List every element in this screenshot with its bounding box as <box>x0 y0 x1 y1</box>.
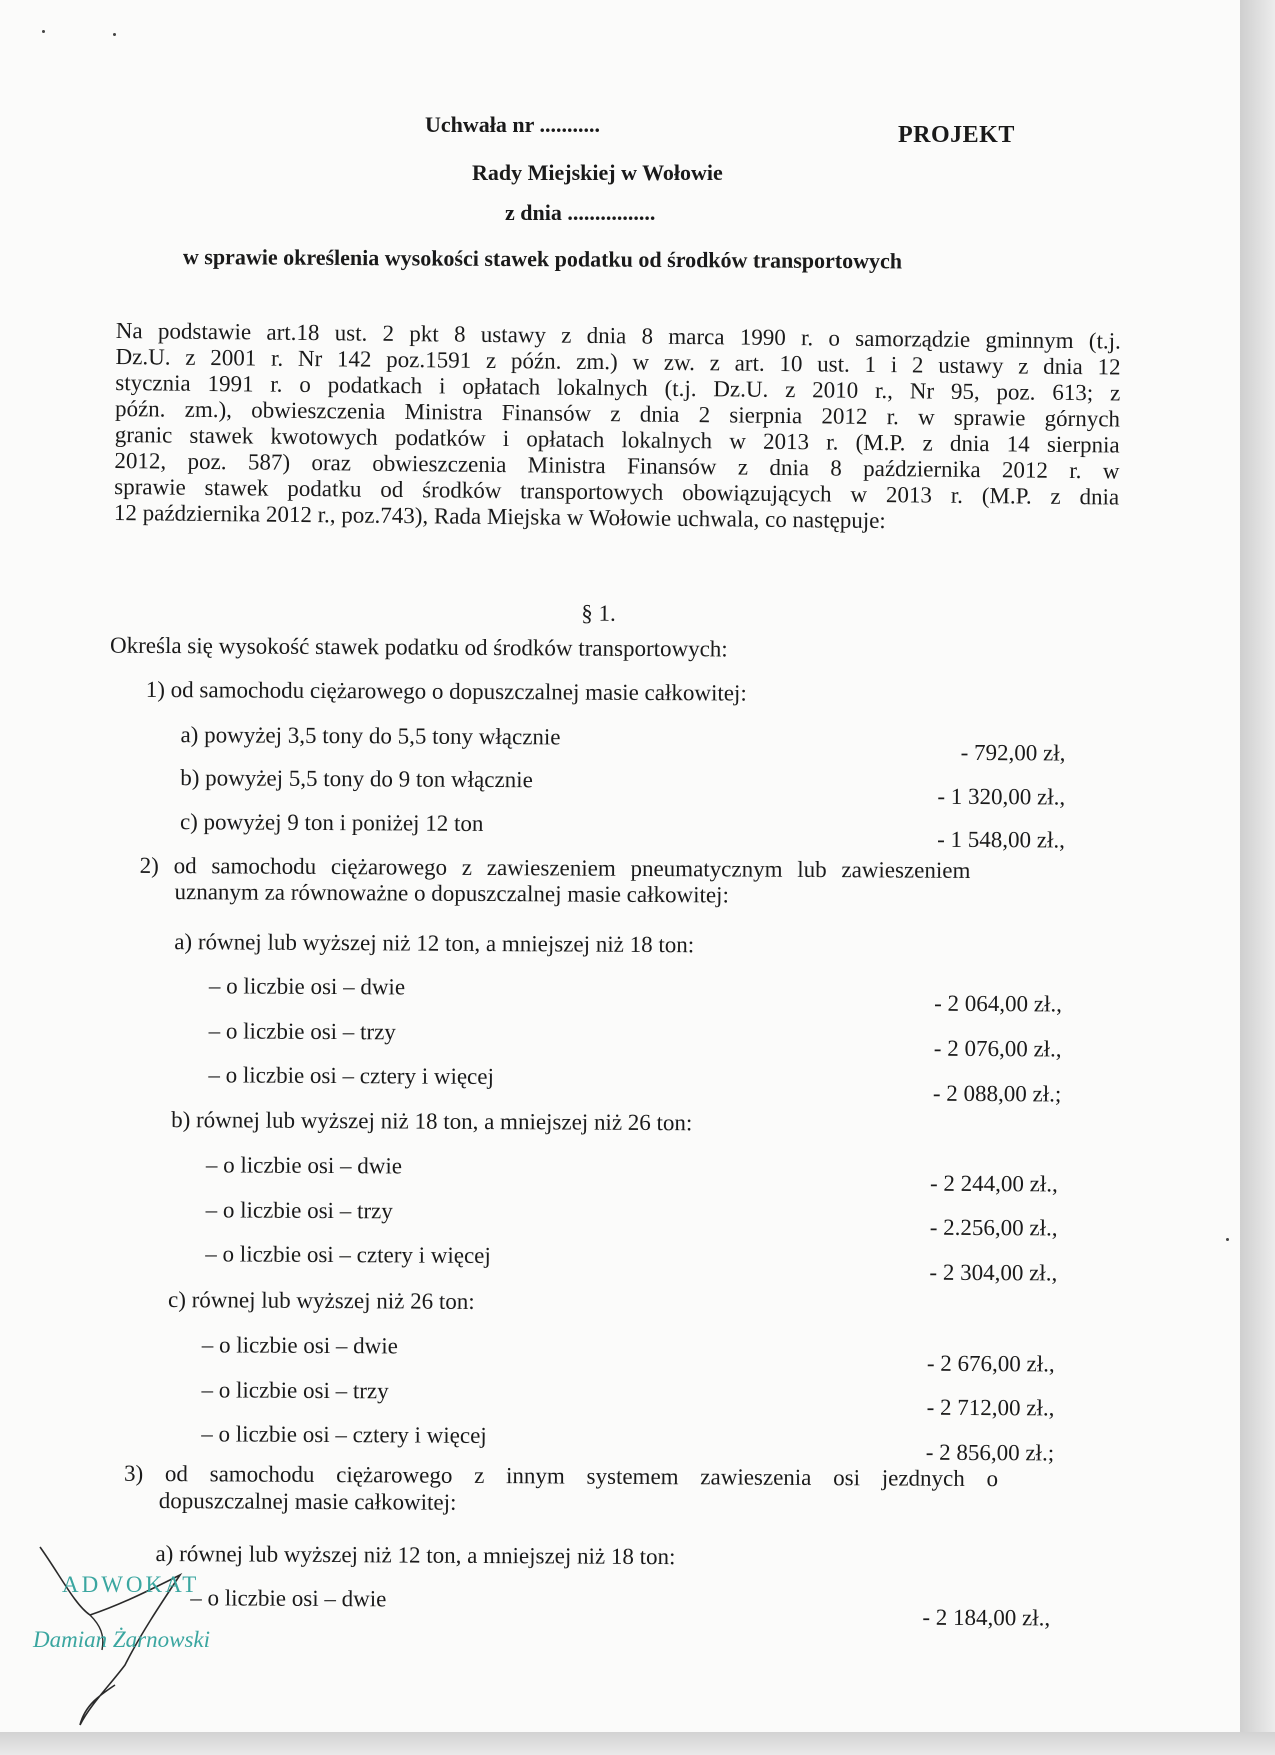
project-label: PROJEKT <box>898 122 1015 148</box>
item-2-label-line1: 2) od samochodu ciężarowego z zawieszeniem pneumatycznym lub zawieszeniem <box>139 852 971 883</box>
item-2b-row2-amount: - 2.256,00 zł., <box>929 1214 1058 1241</box>
item-2a-row1-amount: - 2 064,00 zł., <box>934 990 1062 1017</box>
item-2b-row3-text: – o liczbie osi – cztery i więcej <box>205 1241 491 1269</box>
item-2c-row1-text: – o liczbie osi – dwie <box>201 1332 398 1359</box>
item-2c-row3-amount: - 2 856,00 zł.; <box>925 1439 1055 1466</box>
item-2b-label: b) równej lub wyższej niż 18 ton, a mniejszej niż 26 ton: <box>171 1107 693 1136</box>
item-3a-row1-amount: - 2 184,00 zł., <box>922 1604 1051 1631</box>
paragraph-line: sprawie stawek podatku od środków transportowych obowiązujących w 2013 r. (M.P. z dnia <box>114 473 1120 510</box>
item-1-label: 1) od samochodu ciężarowego o dopuszczalnej masie całkowitej: <box>145 676 747 706</box>
item-2a-label: a) równej lub wyższej niż 12 ton, a mniejszej niż 18 ton: <box>174 929 695 958</box>
section-intro: Określa się wysokość stawek podatku od środków transportowych: <box>109 632 728 662</box>
item-2-label-line2: uznanym za równoważne o dopuszczalnej masie całkowitej: <box>174 879 729 908</box>
paragraph-line: późn. zm.), obwieszczenia Ministra Finansów z dnia 2 sierpnia 2012 r. w sprawie górnych <box>114 395 1121 432</box>
item-2a-row1-text: – o liczbie osi – dwie <box>208 973 406 1000</box>
item-2c-label: c) równej lub wyższej niż 26 ton: <box>167 1287 475 1314</box>
item-1c-amount: - 1 548,00 zł., <box>937 826 1065 853</box>
item-1b-text: b) powyżej 5,5 tony do 9 ton włącznie <box>180 765 533 793</box>
paragraph-line: stycznia 1991 r. o podatkach i opłatach lokalnych (t.j. Dz.U. z 2010 r., Nr 95, poz. 613; z <box>115 369 1121 406</box>
item-2a-row3-amount: - 2 088,00 zł.; <box>932 1080 1062 1107</box>
scan-margin-bottom <box>0 1732 1275 1755</box>
item-2b-row2-text: – o liczbie osi – trzy <box>205 1197 393 1224</box>
item-3a-label: a) równej lub wyższej niż 12 ton, a mniejszej niż 18 ton: <box>155 1540 676 1570</box>
item-2a-row3-text: – o liczbie osi – cztery i więcej <box>208 1062 494 1090</box>
stamp-title: ADWOKAT <box>62 1572 200 1597</box>
item-3-label-line2: dopuszczalnej masie całkowitej: <box>158 1487 457 1515</box>
item-2c-row1-amount: - 2 676,00 zł., <box>926 1350 1055 1377</box>
item-2b-row3-amount: - 2 304,00 zł., <box>929 1259 1058 1286</box>
item-3a-row1-text: – o liczbie osi – dwie <box>190 1585 387 1612</box>
paragraph-line: 2012, poz. 587) oraz obwieszczenia Ministra Finansów z dnia 8 października 2012 r. w <box>114 447 1120 484</box>
item-2b-row1-text: – o liczbie osi – dwie <box>205 1152 403 1179</box>
paragraph-line: 12 października 2012 r., poz.743), Rada Miejska w Wołowie uchwala, co następuje: <box>113 499 886 534</box>
resolution-date: z dnia ................ <box>505 200 656 225</box>
scan-margin-right <box>1240 0 1275 1755</box>
stamp-name: Damian Żarnowski <box>33 1627 210 1652</box>
item-2a-row2-text: – o liczbie osi – trzy <box>208 1018 396 1045</box>
item-2b-row1-amount: - 2 244,00 zł., <box>929 1170 1058 1197</box>
section-mark: § 1. <box>581 600 616 626</box>
item-1b-amount: - 1 320,00 zł., <box>937 783 1066 810</box>
paragraph-line: Dz.U. z 2001 r. Nr 142 poz.1591 z późn. zm.) w zw. z art. 10 ust. 1 i 2 ustawy z dnia 12 <box>115 343 1121 380</box>
resolution-title: Uchwała nr ........... <box>425 112 600 137</box>
council-name: Rady Miejskiej w Wołowie <box>472 160 723 185</box>
item-2c-row2-text: – o liczbie osi – trzy <box>201 1377 389 1404</box>
item-2a-row2-amount: - 2 076,00 zł., <box>933 1035 1062 1062</box>
item-1a-amount: - 792,00 zł, <box>960 739 1066 766</box>
item-2c-row3-text: – o liczbie osi – cztery i więcej <box>201 1421 487 1448</box>
resolution-subject: w sprawie określenia wysokości stawek podatku od środków transportowych <box>182 244 903 274</box>
paragraph-line: granic stawek kwotowych podatków i opłatach lokalnych w 2013 r. (M.P. z dnia 14 sierpnia <box>114 421 1120 458</box>
item-3-label-line1: 3) od samochodu ciężarowego z innym systemem zawieszenia osi jezdnych o <box>123 1460 999 1492</box>
item-2c-row2-amount: - 2 712,00 zł., <box>926 1394 1055 1421</box>
paragraph-line: Na podstawie art.18 ust. 2 pkt 8 ustawy z dnia 8 marca 1990 r. o samorządzie gminnym (t.j. <box>115 318 1121 354</box>
item-1c-text: c) powyżej 9 ton i poniżej 12 ton <box>179 809 484 836</box>
item-1a-text: a) powyżej 3,5 tony do 5,5 tony włącznie <box>180 722 561 750</box>
